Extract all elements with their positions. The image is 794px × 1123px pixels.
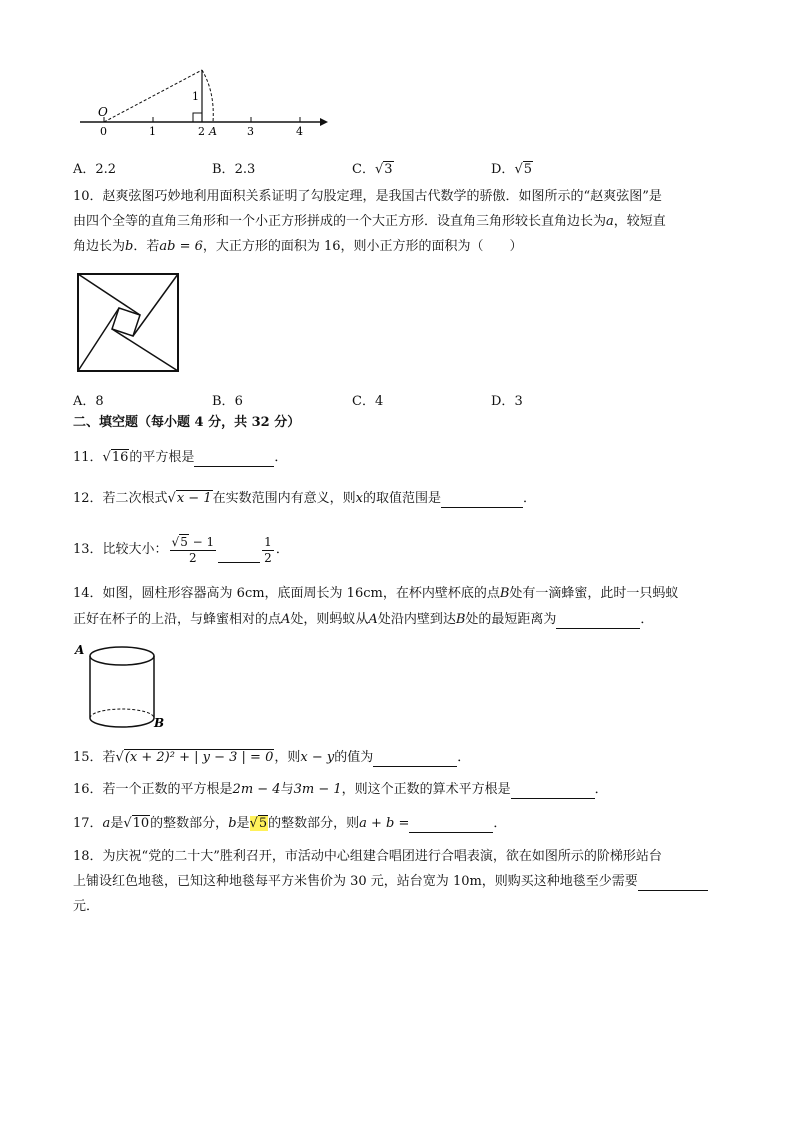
q14-line-1: 14．如图，圆柱形容器高为 6cm，底面周长为 16cm，在杯内壁杯底的点B处有一滴蜂蜜，此时一只蚂蚁 [73,586,679,601]
q9-option-c: C．√3 [352,162,393,177]
cylinder-bottom-back [90,709,154,718]
cylinder-label-a: A [75,643,85,657]
cylinder-figure [72,642,172,732]
q10-option-c: C．4 [352,394,384,409]
q11: 11．√16的平方根是 ． [73,450,288,465]
q11-answer-blank[interactable] [194,452,274,467]
origin-label: O [98,105,108,119]
cylinder-label-b: B [154,716,165,730]
q14-line-2: 正好在杯子的上沿，与蜂蜜相对的点A处，则蚂蚁从A处沿内壁到达B处的最短距离为 ． [73,612,654,627]
right-angle-mark [193,113,202,122]
outer-square [78,274,178,371]
q15: 15．若√(x + 2)² + | y − 3 | = 0，则x − y的值为 ． [73,750,471,765]
triangle-edge-1 [78,274,140,315]
arc-dashed [202,70,213,122]
tick-label-4: 4 [296,125,303,137]
q10-line-2: 由四个全等的直角三角形和一个小正方形拼成的一个大正方形．设直角三角形较长直角边长为a，较短直 [73,214,666,229]
q18-answer-blank[interactable] [638,876,708,891]
q16-answer-blank[interactable] [511,784,595,799]
q18-line-1: 18．为庆祝“党的二十大”胜利召开，市活动中心组建合唱团进行合唱表演，欲在如图所示的阶梯形站台 [73,849,662,864]
q18-line-3: 元． [73,899,100,914]
q15-answer-blank[interactable] [373,752,457,767]
number-line-figure [72,62,332,137]
triangle-edge-2 [133,274,178,336]
q9-option-a: A．2.2 [73,162,117,177]
highlighted-sqrt5: √5 [249,816,268,831]
q13-fraction-1: $\frac{√5 - 1}{2}$ [171,534,215,565]
tick-label-3: 3 [247,125,254,137]
q17-answer-blank[interactable] [409,818,493,833]
tick-label-2: 2 [198,125,205,137]
q10-line-1: 10．赵爽弦图巧妙地利用面积关系证明了勾股定理，是我国古代数学的骄傲．如图所示的“赵爽弦图”是 [73,189,662,204]
hypotenuse-dashed [104,70,202,122]
q16: 16．若一个正数的平方根是2m − 4与3m − 1，则这个正数的算术平方根是 ． [73,782,608,797]
q10-option-a: A．8 [73,394,104,409]
axis-arrow [320,118,328,126]
q12: 12．若二次根式√x − 1在实数范围内有意义，则x的取值范围是 ． [73,491,536,506]
triangle-edge-4 [78,308,119,371]
q14-answer-blank[interactable] [556,614,640,629]
section-2-heading: 二、填空题（每小题 4 分，共 32 分） [73,415,301,430]
q10-option-d: D．3 [491,394,523,409]
zhao-shuang-diagram [76,272,180,373]
cylinder-top [90,647,154,665]
q10-option-b: B．6 [212,394,243,409]
q13-fraction-2: $\frac{1}{2}$ [264,534,272,565]
q12-answer-blank[interactable] [441,493,523,508]
q9-option-b: B．2.3 [212,162,256,177]
height-label: 1 [192,90,199,103]
tick-label-1: 1 [149,125,156,137]
q13-answer-blank[interactable] [218,548,260,563]
point-a-label: A [209,125,217,137]
q9-option-d: D．√5 [491,162,533,177]
q17: 17．a是√10的整数部分，b是√5的整数部分，则a + b = ． [73,816,507,831]
q13: 13．比较大小： $\frac{√5 - 1}{2}$ $\frac{1}{2}$ ． [73,534,289,565]
q18-line-2: 上铺设红色地毯，已知这种地毯每平方米售价为 30 元，站台宽为 10m，则购买这种地毯至少需要 [73,873,708,891]
q10-line-3: 角边长为b．若ab = 6，大正方形的面积为 16，则小正方形的面积为（ ） [73,239,523,254]
triangle-edge-3 [112,329,178,371]
cylinder-bottom-front [90,718,154,727]
tick-label-0: 0 [100,125,107,137]
